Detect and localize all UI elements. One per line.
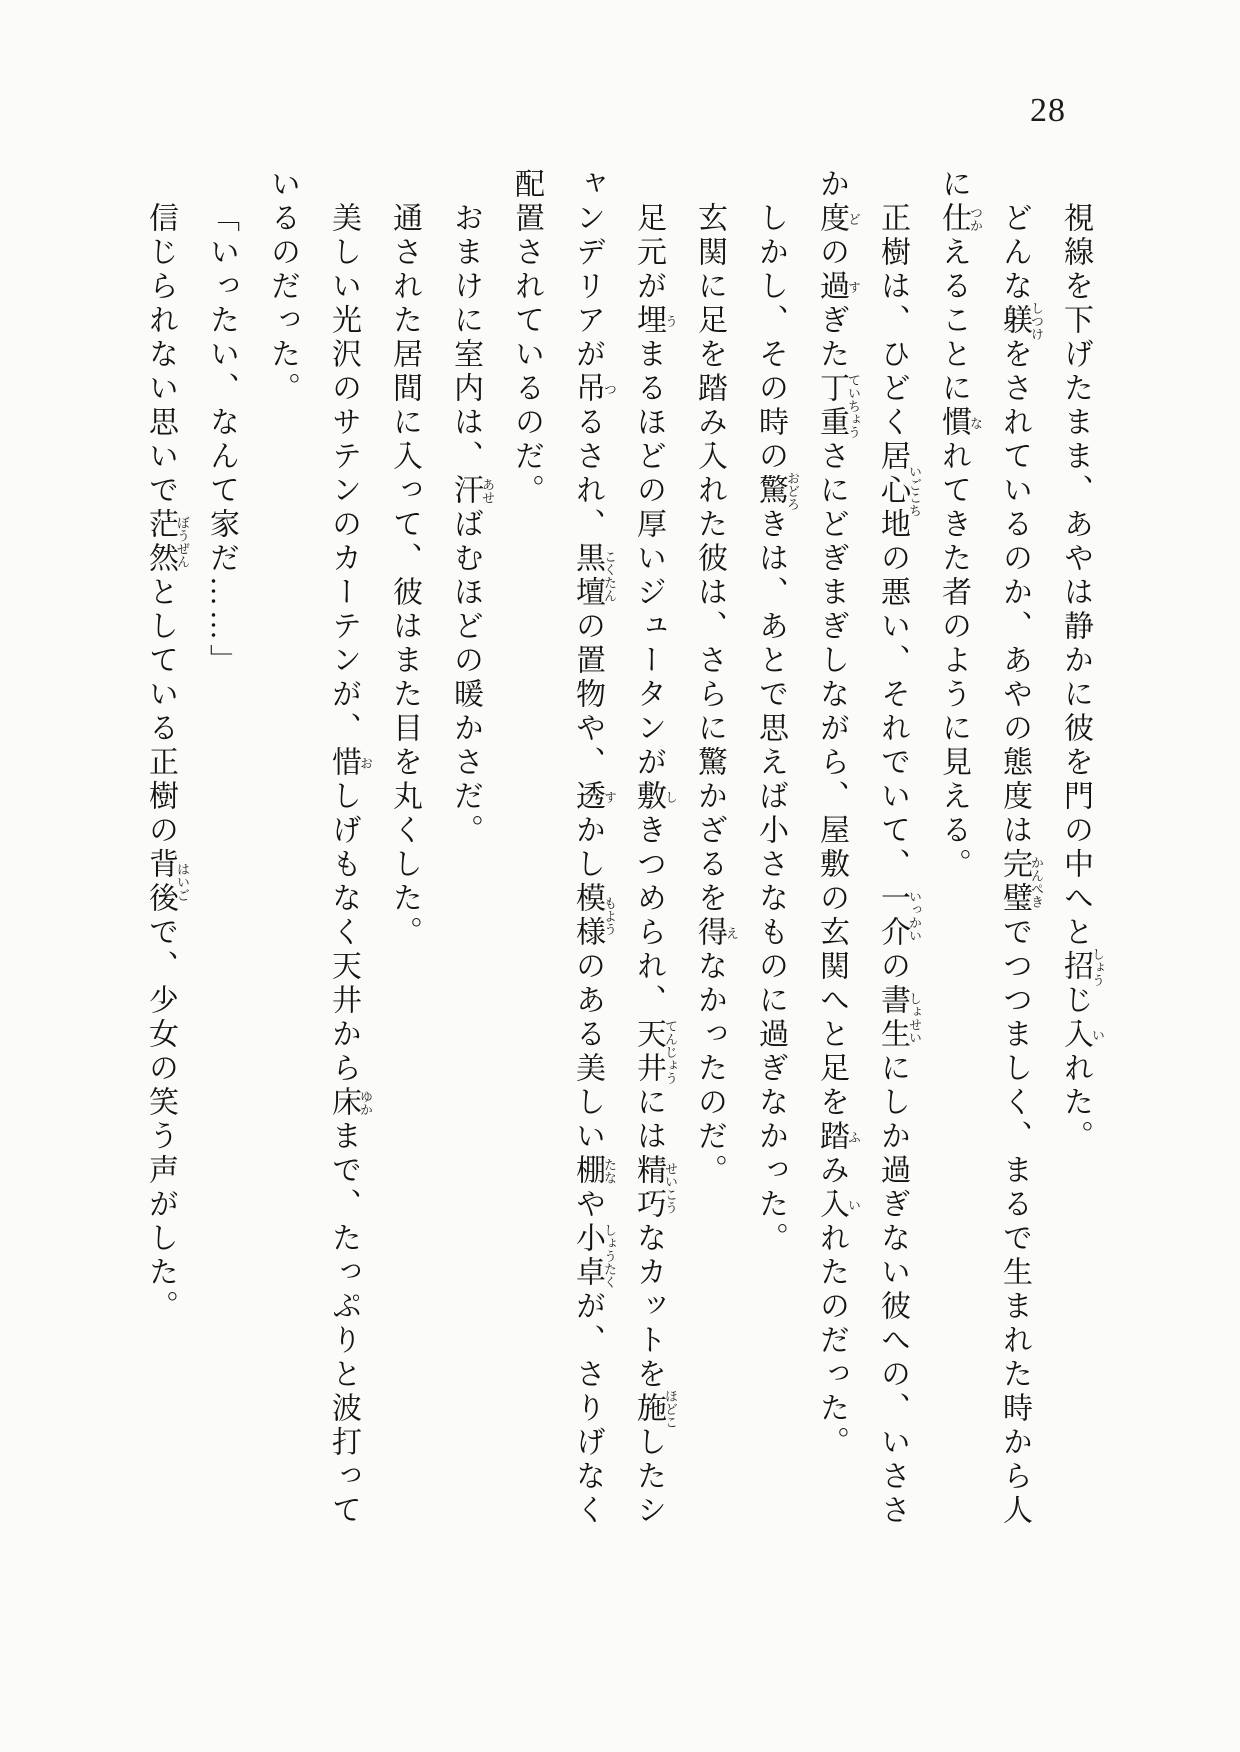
furigana: い [846,1188,861,1222]
paragraph: 足元が埋うまるほどの厚いジュータンが敷しきつめられ、天井てんじょうには精巧せいこうなカットを施ほどこしたシャンデリアが吊つるされ、黒壇こくたんの置物や、透すかし模様もようのある美しい棚たなや小卓しょうたくが、さりげなく配置されているのだ。 [510,168,678,1528]
ruby-annotated-text: 汗あせ [449,474,495,508]
ruby-annotated-text: 背後はいご [144,848,190,916]
furigana: ど [846,202,861,236]
ruby-annotated-text: 招しょう [1059,947,1105,987]
furigana: お [358,746,373,780]
ruby-annotated-text: 惜お [327,746,373,780]
paragraph: おまけに室内は、汗あせばむほどの暖かさだ。 [449,202,495,848]
ruby-annotated-text: 天井てんじょう [632,1018,678,1086]
ruby-annotated-text: 躾しつけ [998,301,1044,341]
ruby-annotated-text: 得え [693,916,739,950]
furigana: ゆか [358,1086,373,1120]
ruby-annotated-text: 書生しょせい [876,984,922,1052]
furigana: ふ [846,1120,861,1154]
ruby-annotated-text: 棚たな [571,1154,617,1188]
furigana: てんじょう [663,1018,678,1086]
furigana: しょせい [907,984,922,1052]
furigana: しょうたく [602,1222,617,1290]
ruby-annotated-text: 仕つか [937,202,983,236]
furigana: もよう [602,882,617,950]
ruby-annotated-text: 度ど [815,202,861,236]
furigana: し [663,780,678,814]
furigana: え [724,916,739,950]
ruby-annotated-text: 黒壇こくたん [571,542,617,610]
ruby-annotated-text: 模様もよう [571,882,617,950]
furigana: せいこう [663,1154,678,1222]
paragraph: 通された居間に入って、彼はまた目を丸くした。 [388,202,421,950]
text-block [130,168,1106,1538]
furigana: つか [968,202,983,236]
furigana: こくたん [602,542,617,610]
furigana: ほどこ [663,1389,678,1429]
paragraph: 「いったい、なんて家だ……」 [205,202,238,678]
furigana: かんぺき [1029,848,1044,916]
furigana: おどろ [785,471,800,511]
furigana: ていちょう [846,372,861,440]
furigana: あせ [480,474,495,508]
furigana: しつけ [1029,301,1044,341]
paragraph: 信じられない思いで茫然ぼうぜんとしている正樹の背後はいごで、少女の笑う声がした。 [144,202,190,1324]
ruby-annotated-text: 居心地いごこち [876,440,922,542]
furigana: しょう [1090,947,1105,987]
ruby-annotated-text: 床ゆか [327,1086,373,1120]
paragraph: しかし、その時の驚おどろきは、あとで思えば小さなものに過ぎなかった。 [754,202,800,1256]
ruby-annotated-text: 敷し [632,780,678,814]
ruby-annotated-text: 施ほどこ [632,1389,678,1429]
furigana: い [1090,1018,1105,1052]
furigana: す [602,780,617,814]
ruby-annotated-text: 一介いっかい [876,882,922,950]
furigana: ぼうぜん [175,508,190,576]
paragraph: どんな躾しつけをされているのか、あやの態度は完璧かんぺきでつつましく、まるで生まれた時から人に仕つかえることに慣なれてきた者のように見える。 [937,168,1044,1528]
ruby-annotated-text: 完璧かんぺき [998,848,1044,916]
furigana: たな [602,1154,617,1188]
ruby-annotated-text: 驚おどろ [754,471,800,511]
furigana: う [663,304,678,338]
ruby-annotated-text: 丁重ていちょう [815,372,861,440]
ruby-annotated-text: 埋う [632,304,678,338]
furigana: つ [602,372,617,406]
furigana: す [846,270,861,304]
furigana: いごこち [907,440,922,542]
ruby-annotated-text: 茫然ぼうぜん [144,508,190,576]
furigana: な [968,406,983,440]
paragraph: 玄関に足を踏み入れた彼は、さらに驚かざるを得えなかったのだ。 [693,202,739,1188]
ruby-annotated-text: 小卓しょうたく [571,1222,617,1290]
ruby-annotated-text: 慣な [937,406,983,440]
paragraph: 視線を下げたまま、あやは静かに彼を門の中へと招しょうじ入いれた。 [1059,202,1105,1154]
furigana: はいご [175,848,190,916]
ruby-annotated-text: 踏ふ [815,1120,861,1154]
ruby-annotated-text: 吊つ [571,372,617,406]
ruby-annotated-text: 過す [815,270,861,304]
ruby-annotated-text: 入い [815,1188,861,1222]
paragraph: 美しい光沢のサテンのカーテンが、惜おしげもなく天井から床ゆかまで、たっぷりと波打っているのだった。 [266,168,373,1528]
furigana: いっかい [907,882,922,950]
paragraph: 正樹は、ひどく居心地いごこちの悪い、それでいて、一介いっかいの書生しょせいにしか過ぎない彼への、いささか度どの過すぎた丁重ていちょうさにどぎまぎしながら、屋敷の玄関へと足を踏ふみ入いれたのだった。 [815,168,922,1528]
ruby-annotated-text: 透す [571,780,617,814]
page-number: 28 [1030,92,1066,129]
ruby-annotated-text: 入い [1059,1018,1105,1052]
ruby-annotated-text: 精巧せいこう [632,1154,678,1222]
